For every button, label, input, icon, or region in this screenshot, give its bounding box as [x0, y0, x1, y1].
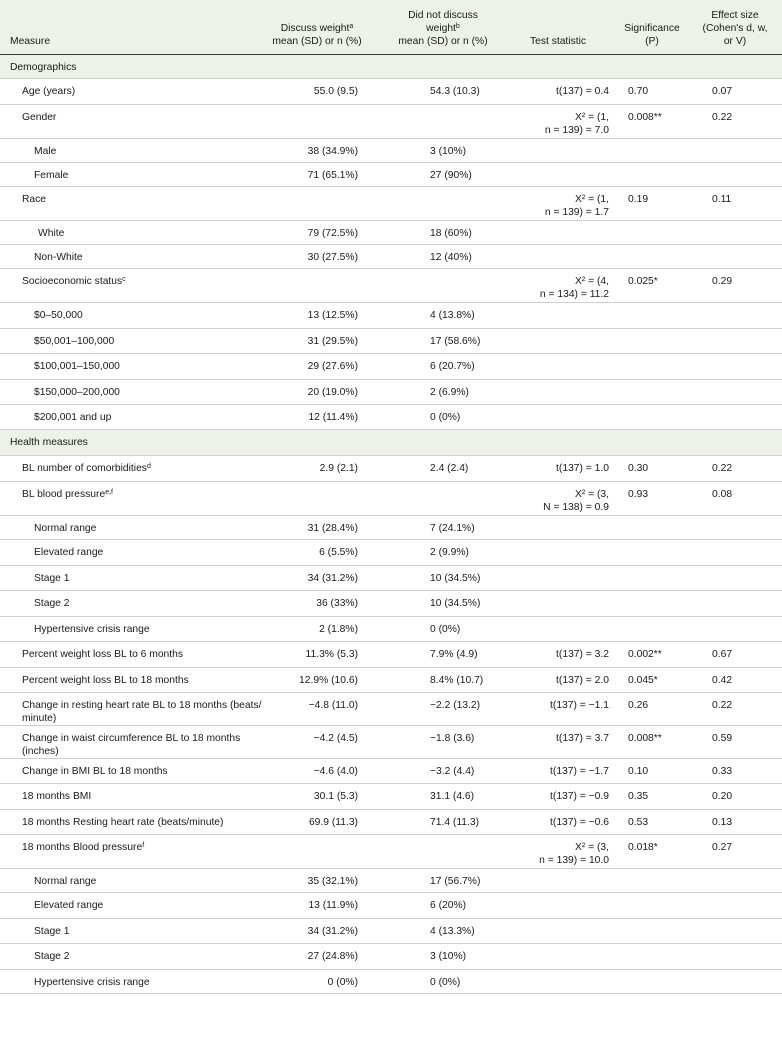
- test-statistic: [540, 275, 609, 301]
- test-statistic-line: t(137) = −0.6: [550, 817, 609, 828]
- not-discuss-value: 12 (40%): [430, 252, 472, 263]
- measure-cell: [22, 699, 292, 725]
- table-row: [0, 617, 782, 642]
- measure-label: Change in resting heart rate BL to 18 months (beats/: [22, 700, 262, 711]
- discuss-value: 0 (0%): [327, 977, 358, 988]
- test-statistic: [556, 732, 609, 745]
- table-row: [0, 693, 782, 726]
- measure-label: $100,001–150,000: [34, 361, 120, 372]
- not-discuss-value: 8.4% (10.7): [430, 675, 484, 686]
- test-statistic-line: t(137) = 3.7: [556, 733, 609, 744]
- test-statistic-line: n = 139) = 1.7: [544, 207, 609, 218]
- table-row: [0, 893, 782, 919]
- footnote-marker: c: [122, 276, 126, 283]
- significance-value: 0.018*: [628, 842, 658, 853]
- measure-cell: [38, 227, 308, 240]
- test-statistic: [556, 674, 609, 687]
- effect-size-value: 0.29: [712, 276, 733, 287]
- table-row: [0, 245, 782, 269]
- test-statistic: [550, 765, 609, 778]
- measure-cell: [34, 386, 304, 399]
- measure-cell: [10, 61, 280, 74]
- test-statistic-line: n = 134) = 11.2: [539, 289, 609, 300]
- discuss-value: 36 (33%): [316, 598, 358, 609]
- table-row: [0, 784, 782, 810]
- measure-cell: [22, 765, 292, 778]
- effect-size-value: 0.67: [712, 649, 733, 660]
- effect-size-value: 0.59: [712, 733, 733, 744]
- test-statistic-line: X² = (4,: [574, 276, 609, 287]
- measure-label: Race: [22, 194, 47, 205]
- measure-label: Hypertensive crisis range: [34, 977, 150, 988]
- measure-label: White: [38, 228, 65, 239]
- effect-size-value: 0.20: [712, 791, 733, 802]
- test-statistic-line: X² = (3,: [574, 489, 609, 500]
- measure-cell: [34, 360, 304, 373]
- measure-cell: [22, 462, 292, 475]
- measure-label: Hypertensive crisis range: [34, 624, 150, 635]
- measure-cell: [34, 950, 304, 963]
- measure-cell: [10, 436, 280, 449]
- footnote-marker: e,f: [105, 489, 113, 496]
- test-statistic: [556, 648, 609, 661]
- footnote-marker: d: [146, 463, 151, 470]
- measure-label: Demographics: [10, 62, 77, 73]
- measure-cell: [22, 193, 292, 206]
- measure-label: 18 months BMI: [22, 791, 92, 802]
- test-statistic-line: t(137) = −0.9: [550, 791, 609, 802]
- measure-label: $0–50,000: [34, 310, 83, 321]
- discuss-value: 29 (27.6%): [307, 361, 358, 372]
- discuss-value: 71 (65.1%): [307, 170, 358, 181]
- discuss-value: 34 (31.2%): [307, 573, 358, 584]
- measure-cell: [34, 925, 304, 938]
- discuss-value: 20 (19.0%): [307, 387, 358, 398]
- not-discuss-value: 18 (60%): [430, 228, 472, 239]
- test-statistic-line: t(137) = 0.4: [556, 86, 609, 97]
- effect-size-value: 0.13: [712, 817, 733, 828]
- table-row: [0, 919, 782, 944]
- measure-label: Age (years): [22, 86, 76, 97]
- not-discuss-value: 6 (20.7%): [430, 361, 475, 372]
- test-statistic: [545, 111, 609, 137]
- table-row: [0, 105, 782, 139]
- measure-label: Change in waist circumference BL to 18 months: [22, 733, 241, 744]
- table-row: [0, 642, 782, 668]
- measure-cell: [34, 309, 304, 322]
- measure-label: BL blood pressure: [22, 489, 106, 500]
- test-statistic-line: X² = (1,: [574, 194, 609, 205]
- measure-cell: [22, 841, 292, 854]
- discuss-value: 2.9 (2.1): [319, 463, 358, 474]
- test-statistic: [550, 816, 609, 829]
- table-row: [0, 269, 782, 303]
- measure-cell: [34, 335, 304, 348]
- discuss-value: 13 (11.9%): [308, 900, 358, 911]
- table-row: [0, 329, 782, 354]
- table-row: [0, 221, 782, 245]
- table-row: [0, 726, 782, 759]
- header-effect-size: Effect size (Cohen's d, w, or V): [702, 10, 768, 47]
- not-discuss-value: 71.4 (11.3): [430, 817, 480, 828]
- measure-label: Health measures: [10, 437, 88, 448]
- not-discuss-value: 54.3 (10.3): [430, 86, 480, 97]
- table-row: [0, 835, 782, 869]
- table-row: [0, 303, 782, 329]
- discuss-value: 11.3% (5.3): [305, 649, 358, 660]
- test-statistic: [545, 193, 609, 219]
- significance-value: 0.35: [628, 791, 649, 802]
- measure-cell: [22, 674, 292, 687]
- effect-size-value: 0.33: [712, 766, 733, 777]
- measure-label: Percent weight loss BL to 6 months: [22, 649, 184, 660]
- effect-size-value: 0.07: [712, 86, 733, 97]
- test-statistic-line: N = 138) = 0.9: [543, 502, 609, 513]
- measure-cell: [34, 875, 304, 888]
- header-test-statistic: Test statistic: [529, 36, 587, 47]
- header-measure: Measure: [10, 36, 51, 47]
- measure-cell: [34, 411, 304, 424]
- not-discuss-value: 0 (0%): [430, 624, 461, 635]
- measure-label: $200,001 and up: [34, 412, 112, 423]
- measure-label: Non-White: [34, 252, 83, 263]
- measure-cell: [34, 251, 304, 264]
- significance-value: 0.53: [628, 817, 649, 828]
- table-row: [0, 759, 782, 784]
- table-row: [0, 591, 782, 617]
- not-discuss-value: 6 (20%): [430, 900, 467, 911]
- not-discuss-value: −3.2 (4.4): [430, 766, 475, 777]
- table-row: [0, 163, 782, 187]
- test-statistic-line: t(137) = 3.2: [556, 649, 609, 660]
- discuss-value: 30 (27.5%): [307, 252, 358, 263]
- discuss-value: 69.9 (11.3): [308, 817, 358, 828]
- not-discuss-value: 4 (13.3%): [430, 926, 475, 937]
- discuss-value: −4.2 (4.5): [313, 733, 358, 744]
- significance-value: 0.008**: [628, 112, 662, 123]
- discuss-value: 6 (5.5%): [319, 547, 358, 558]
- table-row: [0, 944, 782, 970]
- header-significance: Significance (P): [624, 23, 680, 47]
- measure-cell: [34, 546, 304, 559]
- table-row: [0, 456, 782, 482]
- measure-cell: [34, 623, 304, 636]
- measure-label: BL number of comorbidities: [22, 463, 147, 474]
- measure-cell: [34, 597, 304, 610]
- measure-label: Male: [34, 146, 57, 157]
- discuss-value: 27 (24.8%): [307, 951, 358, 962]
- measure-cell: [22, 488, 292, 501]
- test-statistic-line: X² = (3,: [574, 842, 609, 853]
- not-discuss-value: 2 (9.9%): [430, 547, 469, 558]
- effect-size-value: 0.22: [712, 700, 733, 711]
- significance-value: 0.19: [628, 194, 649, 205]
- table-row: [0, 405, 782, 430]
- discuss-value: 30.1 (5.3): [313, 791, 358, 802]
- discuss-value: 35 (32.1%): [307, 876, 358, 887]
- not-discuss-value: 31.1 (4.6): [430, 791, 475, 802]
- not-discuss-value: 17 (56.7%): [430, 876, 481, 887]
- not-discuss-value: 0 (0%): [430, 977, 461, 988]
- table-row: [0, 516, 782, 540]
- measure-label: Socioeconomic status: [22, 276, 123, 287]
- table-row: [0, 79, 782, 105]
- discuss-value: 13 (12.5%): [307, 310, 358, 321]
- effect-size-value: 0.22: [712, 112, 733, 123]
- measure-cell: [22, 732, 292, 758]
- discuss-value: −4.8 (11.0): [308, 700, 358, 711]
- not-discuss-value: 2.4 (2.4): [430, 463, 469, 474]
- significance-value: 0.26: [628, 700, 649, 711]
- significance-value: 0.008**: [628, 733, 662, 744]
- measure-label: Change in BMI BL to 18 months: [22, 766, 168, 777]
- discuss-value: 2 (1.8%): [319, 624, 358, 635]
- measure-label: Stage 2: [34, 951, 70, 962]
- table-row: [0, 139, 782, 163]
- measure-label: Normal range: [34, 523, 97, 534]
- not-discuss-value: 7 (24.1%): [430, 523, 475, 534]
- measure-label: Elevated range: [34, 547, 104, 558]
- discuss-value: 31 (28.4%): [307, 523, 358, 534]
- measure-label: Normal range: [34, 876, 97, 887]
- significance-value: 0.025*: [628, 276, 658, 287]
- header-did-not-discuss: Did not discuss weight$^b$ mean (SD) or n (%): [398, 10, 488, 47]
- not-discuss-value: 4 (13.8%): [430, 310, 475, 321]
- measure-label-cont: (inches): [22, 746, 59, 757]
- not-discuss-value: 7.9% (4.9): [430, 649, 478, 660]
- discuss-value: 34 (31.2%): [307, 926, 358, 937]
- test-statistic-line: t(137) = 2.0: [556, 675, 609, 686]
- measure-label: Stage 1: [34, 926, 70, 937]
- section-row: [0, 55, 782, 79]
- test-statistic: [550, 790, 609, 803]
- table-row: [0, 668, 782, 693]
- measure-label: Female: [34, 170, 69, 181]
- effect-size-value: 0.42: [712, 675, 733, 686]
- test-statistic: [550, 699, 609, 712]
- measure-label: $150,000–200,000: [34, 387, 120, 398]
- not-discuss-value: 3 (10%): [430, 146, 467, 157]
- table-row: [0, 354, 782, 380]
- measure-label: 18 months Blood pressure: [22, 842, 143, 853]
- table-row: [0, 380, 782, 405]
- significance-value: 0.30: [628, 463, 649, 474]
- test-statistic-line: X² = (1,: [574, 112, 609, 123]
- discuss-value: 12.9% (10.6): [299, 675, 358, 686]
- test-statistic-line: t(137) = −1.7: [550, 766, 609, 777]
- discuss-value: 79 (72.5%): [307, 228, 358, 239]
- measure-label: Percent weight loss BL to 18 months: [22, 675, 189, 686]
- test-statistic-line: n = 139) = 7.0: [544, 125, 609, 136]
- measure-cell: [22, 85, 292, 98]
- not-discuss-value: 3 (10%): [430, 951, 467, 962]
- measure-label: Stage 1: [34, 573, 70, 584]
- test-statistic: [543, 488, 609, 514]
- test-statistic-line: t(137) = −1.1: [550, 700, 609, 711]
- table-row: [0, 187, 782, 221]
- table-body: [0, 55, 782, 994]
- significance-value: 0.002**: [628, 649, 662, 660]
- not-discuss-value: 27 (90%): [430, 170, 472, 181]
- effect-size-value: 0.27: [712, 842, 733, 853]
- discuss-value: 55.0 (9.5): [313, 86, 358, 97]
- measure-cell: [34, 899, 304, 912]
- table-header: [0, 0, 782, 55]
- header-discuss-weight: Discuss weight$^a$ mean (SD) or n (%): [272, 23, 362, 47]
- test-statistic-line: n = 139) = 10.0: [539, 855, 609, 866]
- table-row: [0, 482, 782, 516]
- discuss-value: 31 (29.5%): [307, 336, 358, 347]
- table-row: [0, 810, 782, 835]
- table-row: [0, 869, 782, 893]
- not-discuss-value: 0 (0%): [430, 412, 461, 423]
- table-row: [0, 540, 782, 566]
- discuss-value: −4.6 (4.0): [313, 766, 358, 777]
- measure-label: 18 months Resting heart rate (beats/minute): [22, 817, 224, 828]
- table-row: [0, 566, 782, 591]
- effect-size-value: 0.08: [712, 489, 733, 500]
- not-discuss-value: 2 (6.9%): [430, 387, 469, 398]
- not-discuss-value: 10 (34.5%): [430, 573, 481, 584]
- measure-cell: [34, 976, 304, 989]
- table-row: [0, 970, 782, 994]
- test-statistic-line: t(137) = 1.0: [556, 463, 609, 474]
- not-discuss-value: 10 (34.5%): [430, 598, 481, 609]
- measure-label: Elevated range: [34, 900, 104, 911]
- footnote-marker: f: [142, 842, 145, 849]
- test-statistic: [556, 462, 609, 475]
- measure-label: Stage 2: [34, 598, 70, 609]
- measure-cell: [34, 169, 304, 182]
- discuss-value: 12 (11.4%): [308, 412, 358, 423]
- significance-value: 0.045*: [628, 675, 658, 686]
- not-discuss-value: −1.8 (3.6): [430, 733, 475, 744]
- significance-value: 0.93: [628, 489, 649, 500]
- significance-value: 0.70: [628, 86, 649, 97]
- not-discuss-value: −2.2 (13.2): [430, 700, 481, 711]
- measure-cell: [34, 145, 304, 158]
- discuss-value: 38 (34.9%): [307, 146, 358, 157]
- measure-cell: [22, 816, 292, 829]
- measure-label-cont: minute): [22, 713, 57, 724]
- measure-cell: [22, 648, 292, 661]
- measure-cell: [22, 111, 292, 124]
- significance-value: 0.10: [628, 766, 649, 777]
- test-statistic: [539, 841, 609, 867]
- measure-label: Gender: [22, 112, 57, 123]
- measure-label: $50,001–100,000: [34, 336, 115, 347]
- test-statistic: [556, 85, 609, 98]
- not-discuss-value: 17 (58.6%): [430, 336, 481, 347]
- effect-size-value: 0.22: [712, 463, 733, 474]
- measure-cell: [22, 275, 292, 288]
- section-row: [0, 430, 782, 456]
- measure-cell: [22, 790, 292, 803]
- measure-cell: [34, 572, 304, 585]
- effect-size-value: 0.11: [712, 194, 732, 205]
- measure-cell: [34, 522, 304, 535]
